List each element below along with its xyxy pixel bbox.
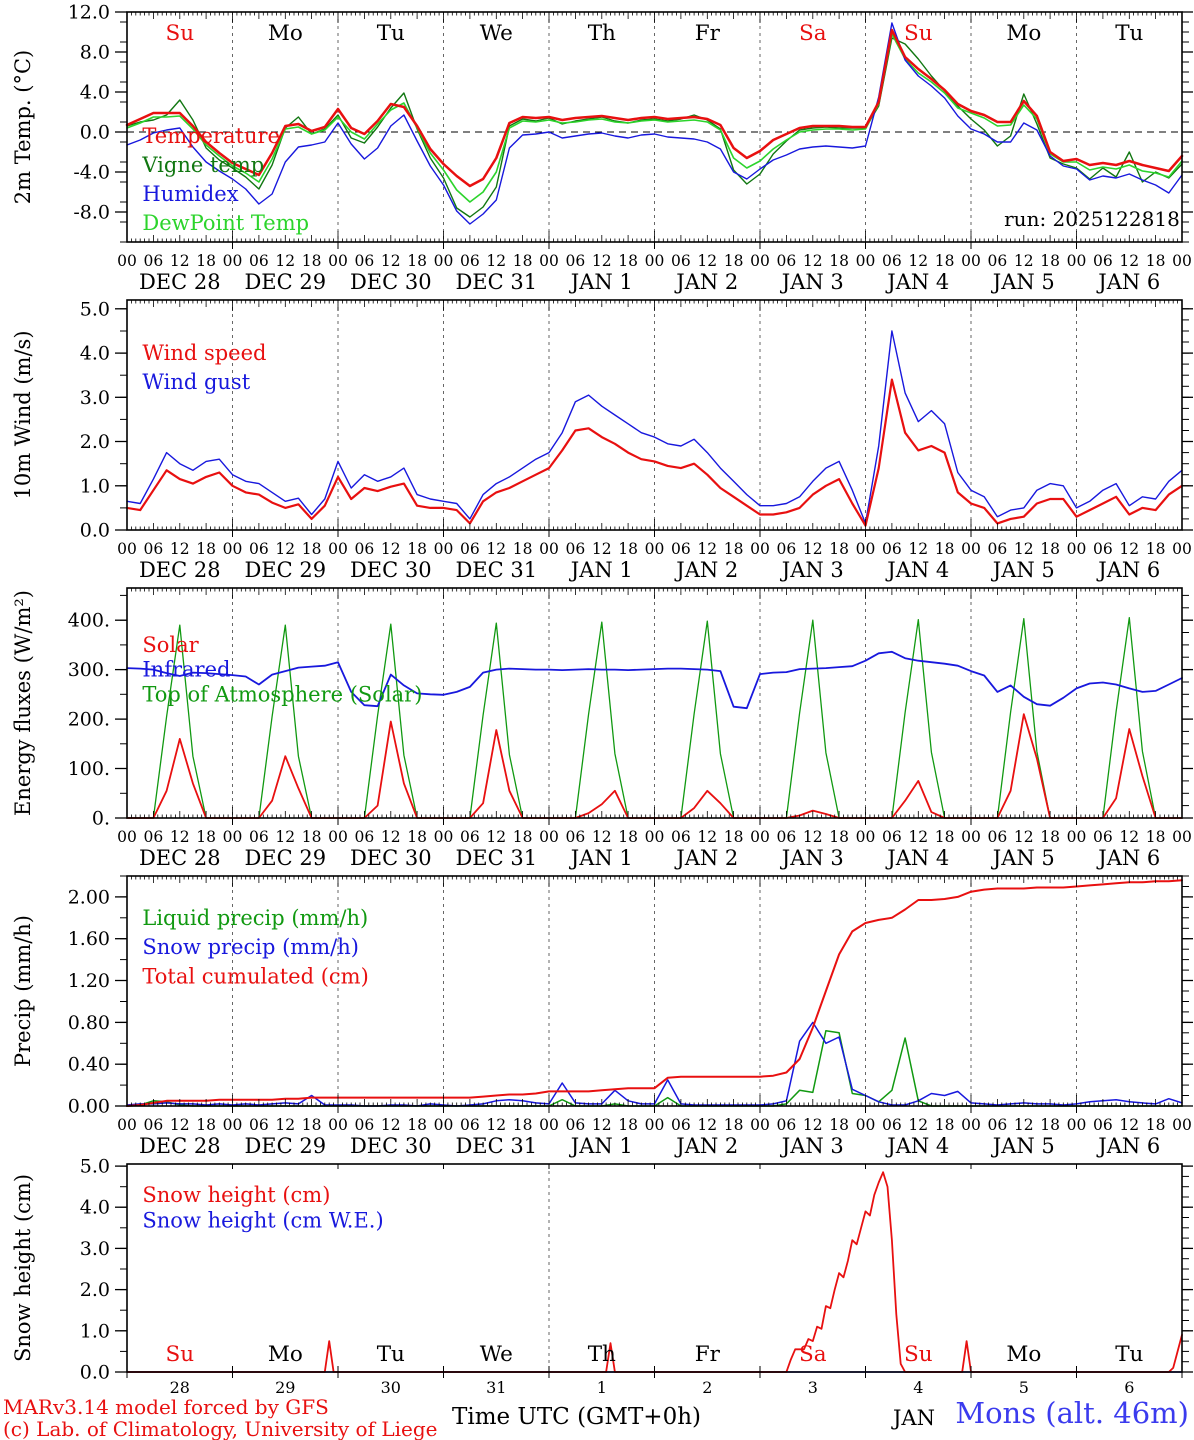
humidex-line xyxy=(127,23,1182,224)
svg-text:00: 00 xyxy=(539,1116,559,1134)
svg-text:Fr: Fr xyxy=(694,1342,720,1367)
svg-text:18: 18 xyxy=(934,252,955,270)
svg-text:DEC 31: DEC 31 xyxy=(455,270,538,294)
svg-text:Fr: Fr xyxy=(694,21,720,46)
svg-text:06: 06 xyxy=(776,540,797,558)
svg-text:DEC 31: DEC 31 xyxy=(455,1134,538,1158)
svg-text:00: 00 xyxy=(222,252,243,270)
svg-text:12: 12 xyxy=(169,252,190,270)
svg-text:Su: Su xyxy=(165,21,195,46)
svg-text:00: 00 xyxy=(117,252,137,270)
svg-text:12: 12 xyxy=(486,540,507,558)
svg-text:JAN 5: JAN 5 xyxy=(992,1134,1055,1158)
svg-text:12: 12 xyxy=(802,252,823,270)
svg-text:18: 18 xyxy=(1040,828,1060,846)
svg-text:0.00: 0.00 xyxy=(67,1095,110,1118)
svg-text:Tu: Tu xyxy=(376,1342,405,1367)
svg-text:18: 18 xyxy=(934,1116,955,1134)
svg-text:DEC 30: DEC 30 xyxy=(349,846,432,870)
svg-text:1.60: 1.60 xyxy=(67,928,110,951)
svg-text:06: 06 xyxy=(354,252,375,270)
svg-text:06: 06 xyxy=(987,252,1008,270)
svg-text:1.20: 1.20 xyxy=(67,970,110,992)
svg-text:JAN 6: JAN 6 xyxy=(1098,270,1161,294)
model-credit: MARv3.14 model forced by GFS xyxy=(3,1395,329,1419)
svg-text:Wind speed: Wind speed xyxy=(142,341,267,366)
svg-text:300.: 300. xyxy=(67,659,110,682)
svg-text:00: 00 xyxy=(117,540,137,558)
svg-text:00: 00 xyxy=(222,828,243,846)
svg-text:JAN 2: JAN 2 xyxy=(676,270,739,294)
svg-text:12: 12 xyxy=(169,1116,190,1134)
svg-text:18: 18 xyxy=(196,828,216,846)
svg-text:0.40: 0.40 xyxy=(67,1053,110,1076)
svg-text:00: 00 xyxy=(644,1116,665,1134)
svg-text:00: 00 xyxy=(433,252,454,270)
svg-text:DEC 29: DEC 29 xyxy=(244,1134,327,1158)
svg-text:JAN 1: JAN 1 xyxy=(570,1134,633,1158)
svg-text:18: 18 xyxy=(407,540,427,558)
svg-text:06: 06 xyxy=(671,540,691,558)
svg-text:JAN 4: JAN 4 xyxy=(887,558,950,582)
svg-text:00: 00 xyxy=(328,252,348,270)
svg-text:12: 12 xyxy=(1119,1116,1140,1134)
svg-text:Sa: Sa xyxy=(799,1342,827,1367)
svg-text:00: 00 xyxy=(1066,1116,1087,1134)
svg-text:5.0: 5.0 xyxy=(79,1155,110,1178)
svg-text:8.0: 8.0 xyxy=(79,41,110,64)
svg-text:00: 00 xyxy=(750,540,770,558)
svg-text:JAN 4: JAN 4 xyxy=(887,846,950,870)
svg-text:06: 06 xyxy=(249,1116,269,1134)
svg-text:06: 06 xyxy=(1093,1116,1113,1134)
svg-text:12: 12 xyxy=(275,828,296,846)
svg-text:Energy fluxes (W/m²): Energy fluxes (W/m²) xyxy=(11,590,35,816)
svg-text:Vigne temp: Vigne temp xyxy=(142,153,265,177)
svg-text:4.0: 4.0 xyxy=(79,342,110,365)
svg-text:3.0: 3.0 xyxy=(79,1237,110,1260)
svg-text:18: 18 xyxy=(512,252,533,270)
svg-text:06: 06 xyxy=(1093,540,1113,558)
svg-text:0.80: 0.80 xyxy=(67,1011,110,1034)
svg-text:12: 12 xyxy=(697,540,718,558)
svg-text:18: 18 xyxy=(301,828,322,846)
svg-text:00: 00 xyxy=(328,828,348,846)
svg-text:Tu: Tu xyxy=(1115,21,1144,46)
svg-text:400.: 400. xyxy=(67,609,110,632)
svg-text:Th: Th xyxy=(587,1342,616,1367)
svg-text:2.0: 2.0 xyxy=(79,431,110,453)
svg-text:00: 00 xyxy=(644,540,665,558)
svg-text:06: 06 xyxy=(565,1116,586,1134)
svg-text:1: 1 xyxy=(596,1378,607,1397)
svg-text:JAN 6: JAN 6 xyxy=(1098,1134,1161,1158)
month-label: JAN xyxy=(893,1406,935,1430)
svg-text:Liquid precip (mm/h): Liquid precip (mm/h) xyxy=(142,905,369,930)
svg-text:Temperature: Temperature xyxy=(142,124,280,148)
svg-text:DEC 31: DEC 31 xyxy=(455,846,538,870)
svg-text:18: 18 xyxy=(407,1116,427,1134)
svg-text:3.0: 3.0 xyxy=(79,386,110,409)
svg-text:06: 06 xyxy=(249,252,269,270)
svg-text:00: 00 xyxy=(1172,252,1192,270)
svg-text:06: 06 xyxy=(565,828,586,846)
svg-text:1.0: 1.0 xyxy=(79,475,110,498)
svg-text:12: 12 xyxy=(1119,828,1140,846)
svg-text:12: 12 xyxy=(275,540,296,558)
svg-text:00: 00 xyxy=(961,252,981,270)
svg-text:00: 00 xyxy=(328,1116,348,1134)
svg-text:5.0: 5.0 xyxy=(79,298,110,321)
svg-text:18: 18 xyxy=(1145,1116,1166,1134)
svg-text:Mo: Mo xyxy=(267,21,303,46)
svg-text:Top of Atmosphere (Solar): Top of Atmosphere (Solar) xyxy=(142,682,423,707)
svg-text:18: 18 xyxy=(1040,252,1060,270)
svg-text:18: 18 xyxy=(1040,540,1060,558)
svg-text:00: 00 xyxy=(855,540,876,558)
svg-text:DEC 28: DEC 28 xyxy=(138,1134,221,1158)
svg-text:00: 00 xyxy=(117,828,137,846)
svg-text:JAN 3: JAN 3 xyxy=(781,1134,844,1158)
svg-text:12: 12 xyxy=(1119,252,1140,270)
svg-text:We: We xyxy=(479,21,513,46)
svg-text:Mo: Mo xyxy=(1006,21,1042,46)
svg-text:We: We xyxy=(479,1342,513,1367)
svg-text:18: 18 xyxy=(829,1116,849,1134)
lab-credit: (c) Lab. of Climatology, University of Liege xyxy=(3,1417,438,1440)
svg-text:00: 00 xyxy=(222,540,243,558)
svg-text:18: 18 xyxy=(723,540,744,558)
svg-text:00: 00 xyxy=(1066,828,1087,846)
svg-text:Snow height (cm W.E.): Snow height (cm W.E.) xyxy=(142,1208,384,1233)
svg-text:Solar: Solar xyxy=(142,632,199,657)
svg-text:JAN 5: JAN 5 xyxy=(992,846,1055,870)
svg-text:DEC 28: DEC 28 xyxy=(138,270,221,294)
svg-text:12: 12 xyxy=(380,540,401,558)
svg-text:12: 12 xyxy=(1013,1116,1034,1134)
svg-text:0.: 0. xyxy=(91,807,110,830)
svg-text:Snow precip (mm/h): Snow precip (mm/h) xyxy=(142,935,359,960)
svg-text:JAN 1: JAN 1 xyxy=(570,558,633,582)
svg-text:4.0: 4.0 xyxy=(79,1196,110,1219)
svg-text:Wind gust: Wind gust xyxy=(142,369,251,394)
svg-text:18: 18 xyxy=(829,252,849,270)
svg-text:00: 00 xyxy=(328,540,348,558)
svg-text:06: 06 xyxy=(987,828,1008,846)
svg-text:18: 18 xyxy=(829,540,849,558)
svg-text:06: 06 xyxy=(882,828,902,846)
svg-text:00: 00 xyxy=(1066,252,1087,270)
svg-text:JAN 2: JAN 2 xyxy=(676,846,739,870)
svg-text:28: 28 xyxy=(169,1378,190,1397)
svg-text:Tu: Tu xyxy=(1115,1342,1144,1367)
svg-text:6: 6 xyxy=(1124,1378,1135,1397)
svg-text:DEC 30: DEC 30 xyxy=(349,558,432,582)
svg-text:18: 18 xyxy=(723,828,744,846)
svg-text:3: 3 xyxy=(807,1378,818,1397)
svg-text:Tu: Tu xyxy=(376,21,405,46)
svg-text:00: 00 xyxy=(961,828,981,846)
svg-text:00: 00 xyxy=(539,828,559,846)
svg-text:00: 00 xyxy=(750,828,770,846)
svg-text:00: 00 xyxy=(1172,540,1192,558)
svg-text:06: 06 xyxy=(1093,828,1113,846)
svg-text:00: 00 xyxy=(433,540,454,558)
svg-text:18: 18 xyxy=(723,1116,744,1134)
svg-text:JAN 1: JAN 1 xyxy=(570,846,633,870)
svg-text:DEC 29: DEC 29 xyxy=(244,846,327,870)
svg-text:5: 5 xyxy=(1018,1378,1029,1397)
svg-text:00: 00 xyxy=(433,1116,454,1134)
svg-text:Humidex: Humidex xyxy=(142,182,239,206)
svg-text:06: 06 xyxy=(249,540,269,558)
svg-text:DEC 30: DEC 30 xyxy=(349,270,432,294)
svg-text:12: 12 xyxy=(169,828,190,846)
svg-text:JAN 3: JAN 3 xyxy=(781,270,844,294)
svg-text:18: 18 xyxy=(934,828,955,846)
svg-text:12: 12 xyxy=(802,828,823,846)
svg-text:0.0: 0.0 xyxy=(79,519,110,542)
svg-text:00: 00 xyxy=(750,252,770,270)
svg-text:12: 12 xyxy=(486,252,507,270)
svg-text:06: 06 xyxy=(143,1116,164,1134)
svg-text:12: 12 xyxy=(697,828,718,846)
svg-text:06: 06 xyxy=(671,252,691,270)
svg-text:Snow height (cm): Snow height (cm) xyxy=(142,1182,331,1207)
svg-text:DEC 28: DEC 28 xyxy=(138,846,221,870)
svg-text:18: 18 xyxy=(1145,540,1166,558)
svg-text:06: 06 xyxy=(565,252,586,270)
svg-text:1.0: 1.0 xyxy=(79,1320,110,1343)
svg-text:12: 12 xyxy=(591,1116,612,1134)
svg-text:31: 31 xyxy=(486,1378,507,1397)
svg-text:JAN 2: JAN 2 xyxy=(676,1134,739,1158)
svg-text:06: 06 xyxy=(143,252,164,270)
svg-text:JAN 6: JAN 6 xyxy=(1098,558,1161,582)
svg-text:12: 12 xyxy=(802,1116,823,1134)
svg-text:06: 06 xyxy=(776,1116,797,1134)
svg-text:JAN 5: JAN 5 xyxy=(992,558,1055,582)
svg-text:Snow height (cm): Snow height (cm) xyxy=(11,1173,35,1363)
svg-text:29: 29 xyxy=(275,1378,296,1397)
svg-text:06: 06 xyxy=(354,540,375,558)
svg-text:12: 12 xyxy=(908,540,929,558)
svg-text:18: 18 xyxy=(196,540,216,558)
svg-text:18: 18 xyxy=(829,828,849,846)
svg-text:Su: Su xyxy=(165,1342,195,1367)
svg-text:18: 18 xyxy=(512,828,533,846)
svg-text:18: 18 xyxy=(1145,828,1166,846)
svg-text:0.0: 0.0 xyxy=(79,121,110,144)
svg-text:JAN 1: JAN 1 xyxy=(570,270,633,294)
svg-text:18: 18 xyxy=(1040,1116,1060,1134)
svg-text:06: 06 xyxy=(776,252,797,270)
svg-text:06: 06 xyxy=(671,1116,691,1134)
svg-text:18: 18 xyxy=(301,252,322,270)
svg-text:JAN 4: JAN 4 xyxy=(887,1134,950,1158)
svg-text:Su: Su xyxy=(904,21,933,46)
svg-text:JAN 4: JAN 4 xyxy=(887,270,950,294)
svg-text:18: 18 xyxy=(196,252,216,270)
svg-text:00: 00 xyxy=(1172,1116,1192,1134)
svg-text:Precip (mm/h): Precip (mm/h) xyxy=(11,914,35,1068)
svg-text:12: 12 xyxy=(1013,828,1034,846)
svg-text:06: 06 xyxy=(987,540,1008,558)
svg-text:00: 00 xyxy=(539,252,559,270)
svg-text:00: 00 xyxy=(644,252,665,270)
svg-text:Th: Th xyxy=(587,21,616,46)
svg-text:2.0: 2.0 xyxy=(79,1279,110,1302)
svg-text:12: 12 xyxy=(380,252,401,270)
svg-text:12: 12 xyxy=(380,828,401,846)
svg-text:06: 06 xyxy=(460,1116,480,1134)
svg-text:18: 18 xyxy=(618,252,638,270)
svg-text:00: 00 xyxy=(1066,540,1087,558)
svg-text:06: 06 xyxy=(143,828,164,846)
svg-text:JAN 3: JAN 3 xyxy=(781,558,844,582)
svg-text:run: 2025122818: run: 2025122818 xyxy=(1004,207,1180,231)
svg-text:10m Wind (m/s): 10m Wind (m/s) xyxy=(11,330,35,500)
svg-text:06: 06 xyxy=(565,540,586,558)
svg-text:18: 18 xyxy=(934,540,955,558)
svg-text:0.0: 0.0 xyxy=(79,1361,110,1384)
svg-text:12: 12 xyxy=(1013,540,1034,558)
svg-text:Su: Su xyxy=(904,1342,933,1367)
svg-text:06: 06 xyxy=(882,1116,902,1134)
svg-text:06: 06 xyxy=(354,828,375,846)
svg-text:-8.0: -8.0 xyxy=(73,201,110,224)
svg-text:18: 18 xyxy=(196,1116,216,1134)
svg-text:Infrared: Infrared xyxy=(142,657,231,682)
svg-text:06: 06 xyxy=(354,1116,375,1134)
svg-text:2.00: 2.00 xyxy=(67,886,110,909)
svg-text:DEC 30: DEC 30 xyxy=(349,1134,432,1158)
svg-text:12: 12 xyxy=(275,252,296,270)
svg-text:2m Temp. (°C): 2m Temp. (°C) xyxy=(11,49,35,205)
svg-text:4: 4 xyxy=(913,1378,924,1397)
svg-text:12: 12 xyxy=(1013,252,1034,270)
svg-text:12: 12 xyxy=(1119,540,1140,558)
svg-text:Sa: Sa xyxy=(799,21,827,46)
svg-text:06: 06 xyxy=(882,252,902,270)
svg-text:00: 00 xyxy=(539,540,559,558)
svg-text:06: 06 xyxy=(460,828,480,846)
svg-text:12: 12 xyxy=(380,1116,401,1134)
svg-text:06: 06 xyxy=(460,252,480,270)
station-label: Mons (alt. 46m) xyxy=(955,1396,1189,1430)
svg-text:06: 06 xyxy=(776,828,797,846)
svg-text:18: 18 xyxy=(301,1116,322,1134)
svg-text:JAN 3: JAN 3 xyxy=(781,846,844,870)
svg-text:06: 06 xyxy=(460,540,480,558)
time-axis-title: Time UTC (GMT+0h) xyxy=(452,1404,701,1430)
svg-text:18: 18 xyxy=(407,252,427,270)
svg-text:12: 12 xyxy=(802,540,823,558)
svg-text:18: 18 xyxy=(723,252,744,270)
svg-text:18: 18 xyxy=(1145,252,1166,270)
svg-text:12: 12 xyxy=(697,1116,718,1134)
svg-text:00: 00 xyxy=(644,828,665,846)
svg-text:06: 06 xyxy=(671,828,691,846)
svg-text:18: 18 xyxy=(618,540,638,558)
svg-text:12: 12 xyxy=(908,252,929,270)
svg-text:12: 12 xyxy=(169,540,190,558)
svg-text:JAN 2: JAN 2 xyxy=(676,558,739,582)
svg-text:DEC 31: DEC 31 xyxy=(455,558,538,582)
svg-text:12: 12 xyxy=(275,1116,296,1134)
svg-text:4.0: 4.0 xyxy=(79,81,110,104)
svg-text:18: 18 xyxy=(301,540,322,558)
svg-text:DEC 28: DEC 28 xyxy=(138,558,221,582)
svg-text:12: 12 xyxy=(486,1116,507,1134)
svg-text:200.: 200. xyxy=(67,708,110,731)
svg-text:12: 12 xyxy=(908,828,929,846)
svg-text:12: 12 xyxy=(908,1116,929,1134)
svg-text:06: 06 xyxy=(249,828,269,846)
svg-text:DEC 29: DEC 29 xyxy=(244,270,327,294)
svg-text:00: 00 xyxy=(117,1116,137,1134)
svg-text:18: 18 xyxy=(618,1116,638,1134)
svg-text:12.0: 12.0 xyxy=(67,1,110,24)
svg-text:00: 00 xyxy=(855,1116,876,1134)
svg-text:12: 12 xyxy=(591,828,612,846)
svg-text:18: 18 xyxy=(618,828,638,846)
svg-text:06: 06 xyxy=(1093,252,1113,270)
svg-text:30: 30 xyxy=(380,1378,401,1397)
svg-text:00: 00 xyxy=(961,1116,981,1134)
svg-text:12: 12 xyxy=(486,828,507,846)
svg-text:JAN 6: JAN 6 xyxy=(1098,846,1161,870)
svg-text:12: 12 xyxy=(697,252,718,270)
svg-text:06: 06 xyxy=(143,540,164,558)
svg-text:12: 12 xyxy=(591,540,612,558)
svg-text:Mo: Mo xyxy=(267,1342,303,1367)
svg-text:18: 18 xyxy=(512,540,533,558)
svg-text:00: 00 xyxy=(855,252,876,270)
svg-text:Total cumulated (cm): Total cumulated (cm) xyxy=(142,964,369,989)
svg-text:2: 2 xyxy=(702,1378,713,1397)
svg-text:06: 06 xyxy=(882,540,902,558)
svg-text:06: 06 xyxy=(987,1116,1008,1134)
svg-text:18: 18 xyxy=(407,828,427,846)
svg-text:00: 00 xyxy=(855,828,876,846)
svg-text:DewPoint Temp: DewPoint Temp xyxy=(142,211,310,235)
svg-text:00: 00 xyxy=(433,828,454,846)
svg-text:00: 00 xyxy=(961,540,981,558)
svg-text:00: 00 xyxy=(1172,828,1192,846)
svg-text:00: 00 xyxy=(750,1116,770,1134)
svg-text:-4.0: -4.0 xyxy=(73,161,110,184)
svg-text:100.: 100. xyxy=(67,758,110,780)
svg-text:00: 00 xyxy=(222,1116,243,1134)
svg-text:JAN 5: JAN 5 xyxy=(992,270,1055,294)
svg-text:Mo: Mo xyxy=(1006,1342,1042,1367)
svg-text:12: 12 xyxy=(591,252,612,270)
svg-text:18: 18 xyxy=(512,1116,533,1134)
svg-text:DEC 29: DEC 29 xyxy=(244,558,327,582)
